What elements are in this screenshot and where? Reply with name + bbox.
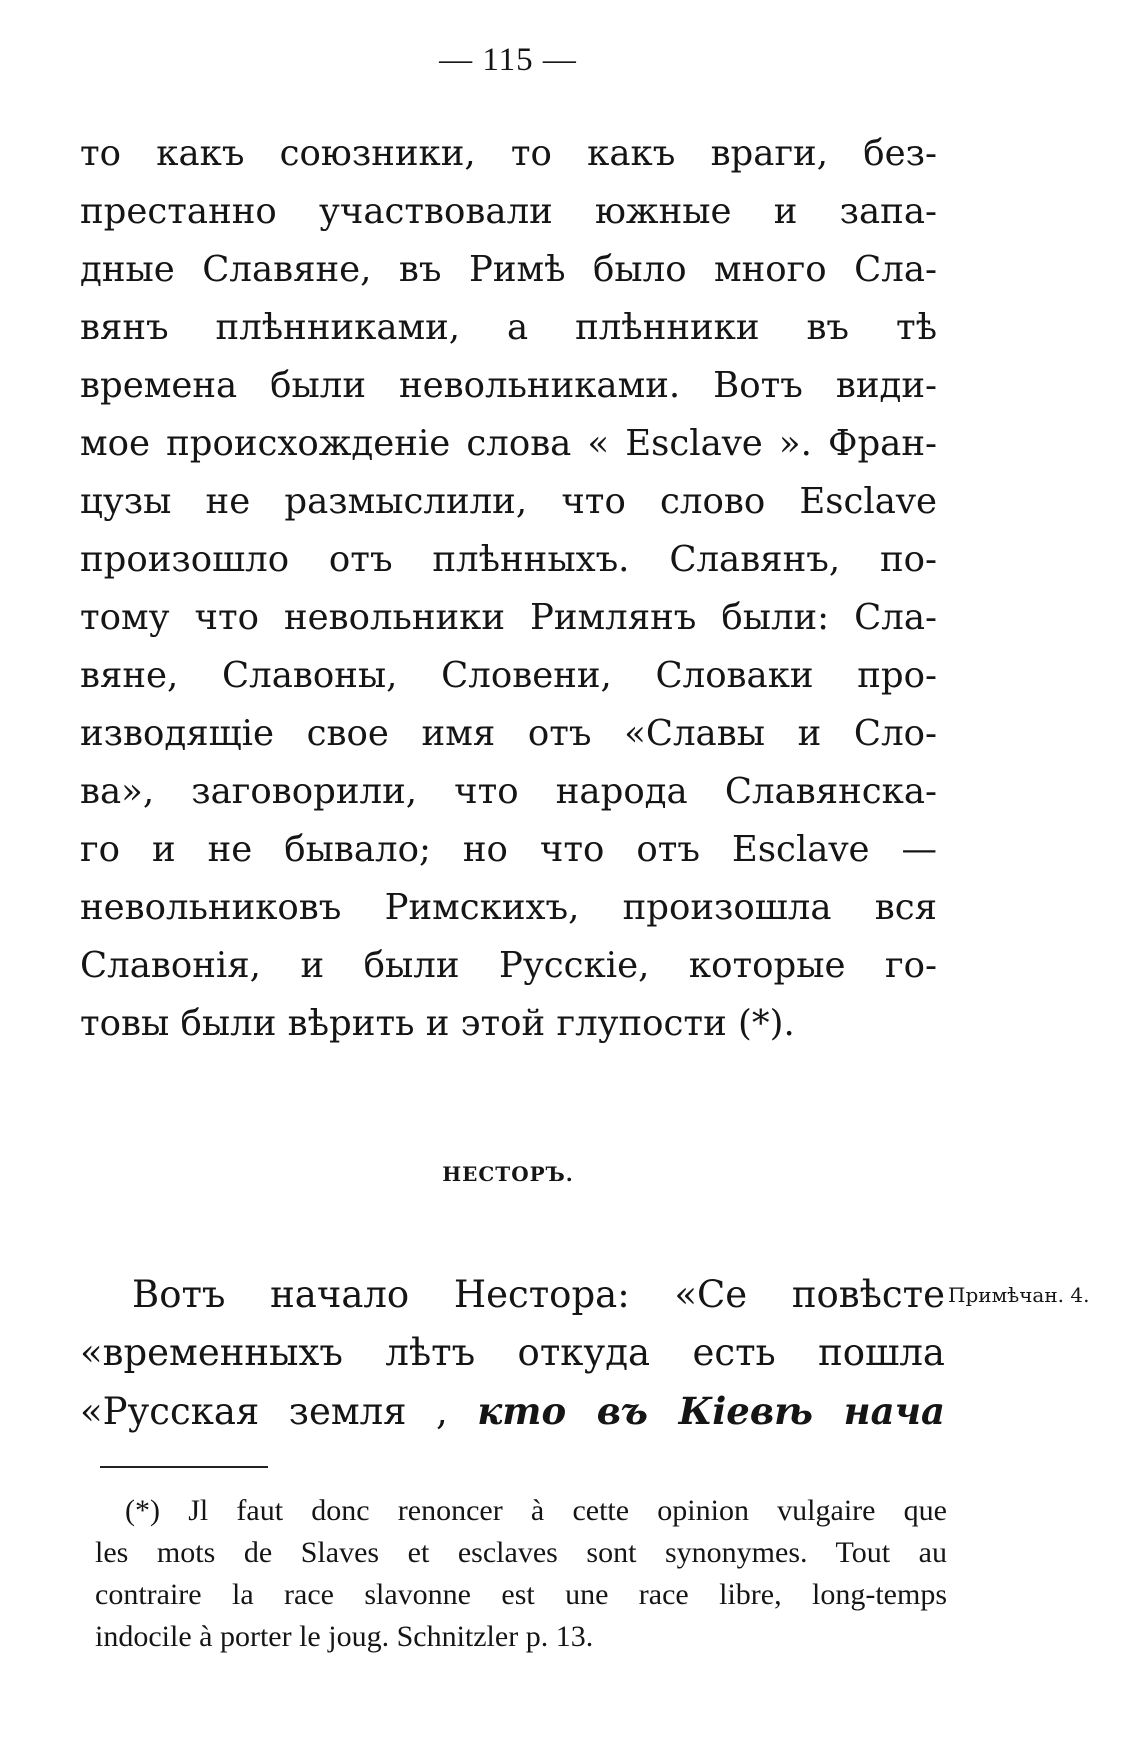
footnote-line: indocile à porter le joug. Schnitzler p. 13.: [95, 1620, 594, 1653]
text-line: вяне, Славоны, Словени, Словаки про-: [80, 655, 937, 696]
footnote-divider: [100, 1466, 268, 1468]
footnote-line: contraire la race slavonne est une race libre, long-temps: [95, 1578, 947, 1611]
text-line: цузы не размыслили, что слово Esclave: [80, 481, 937, 522]
text-line: Славонія, и были Русскіе, которые го-: [80, 945, 937, 986]
page-number: — 115 —: [439, 42, 577, 78]
nestor-line-italic: кто въ Кіевѣ нача: [477, 1389, 945, 1433]
text-line: тому что невольники Римлянъ были: Сла-: [80, 597, 937, 638]
main-text: [80, 125, 937, 1053]
text-line: мое происхожденіе слова « Esclave ». Фран-: [80, 423, 937, 464]
nestor-line: «временныхъ лѣтъ откуда есть пошла: [80, 1331, 945, 1374]
footnote: [95, 1490, 947, 1658]
nestor-line: Вотъ начало Нестора: «Се повѣсте: [132, 1273, 945, 1316]
margin-note: Примѣчан. 4.: [948, 1283, 1090, 1307]
text-line: вянъ плѣнниками, а плѣнники въ тѣ: [80, 307, 937, 348]
text-line: го и не бывало; но что отъ Esclave —: [80, 829, 937, 870]
nestor-line-plain: «Русская земля ,: [80, 1390, 478, 1433]
text-line: изводящіе свое имя отъ «Славы и Сло-: [80, 713, 937, 754]
text-line: невольниковъ Римскихъ, произошла вся: [80, 887, 937, 928]
text-line: дные Славяне, въ Римѣ было много Сла-: [80, 249, 937, 290]
section-heading: НЕСТОРЪ.: [442, 1162, 574, 1186]
footnote-line: (*) Jl faut donc renoncer à cette opinion vulgaire que: [125, 1494, 947, 1527]
text-line: ва», заговорили, что народа Славянска-: [80, 771, 937, 812]
nestor-line: [80, 1382, 945, 1441]
text-line: товы были вѣрить и этой глупости (*).: [80, 1003, 795, 1044]
text-line: то какъ союзники, то какъ враги, без-: [80, 133, 937, 174]
text-line: престанно участвовали южные и запа-: [80, 191, 937, 232]
footnote-line: les mots de Slaves et esclaves sont synonymes. Tout au: [95, 1536, 947, 1569]
text-line: произошло отъ плѣнныхъ. Славянъ, по-: [80, 539, 937, 580]
nestor-quote: [80, 1266, 945, 1441]
text-line: времена были невольниками. Вотъ види-: [80, 365, 937, 406]
